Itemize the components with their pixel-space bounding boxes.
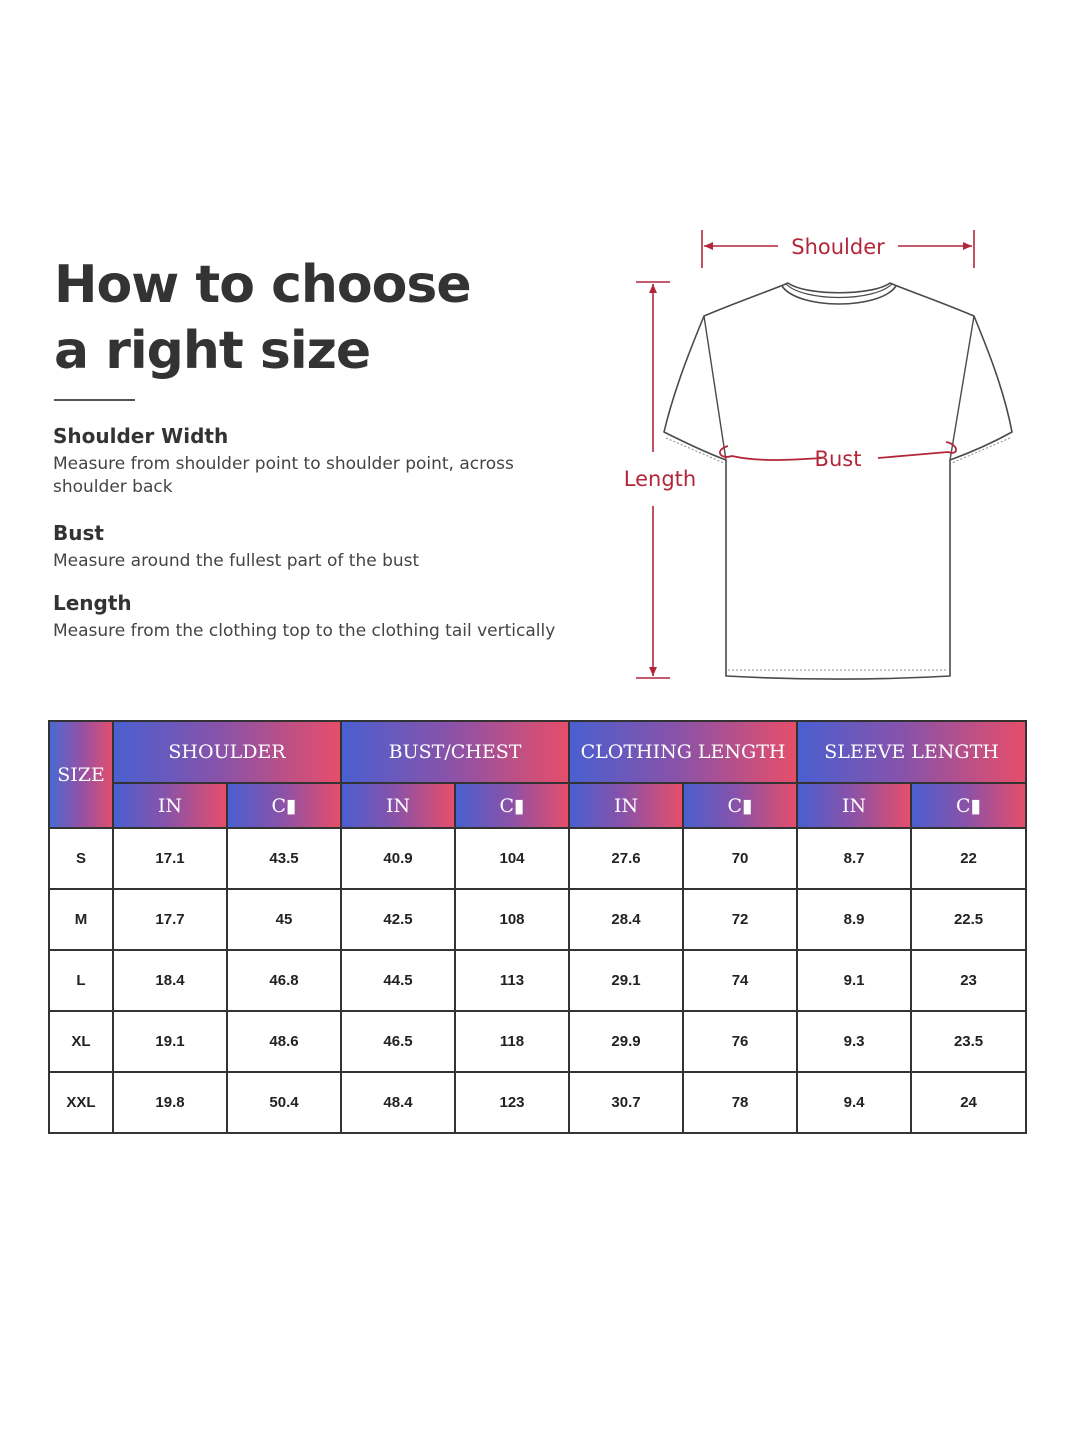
table-cell: 44.5 xyxy=(341,950,455,1011)
table-cell: 123 xyxy=(455,1072,569,1133)
table-cell: 22 xyxy=(911,828,1026,889)
size-cell: XL xyxy=(49,1011,113,1072)
table-cell: 9.1 xyxy=(797,950,911,1011)
shoulder-label: Shoulder xyxy=(791,235,885,259)
table-cell: 30.7 xyxy=(569,1072,683,1133)
table-cell: 8.9 xyxy=(797,889,911,950)
table-cell: 45 xyxy=(227,889,341,950)
table-cell: 28.4 xyxy=(569,889,683,950)
guide-heading: Bust xyxy=(53,521,104,545)
unit-header: C▮ xyxy=(227,783,341,828)
table-cell: 104 xyxy=(455,828,569,889)
unit-header: C▮ xyxy=(683,783,797,828)
guide-text: Measure from the clothing top to the clothing tail vertically xyxy=(53,621,556,641)
table-cell: 46.5 xyxy=(341,1011,455,1072)
guide-bust xyxy=(53,520,573,573)
unit-header: IN xyxy=(569,783,683,828)
table-cell: 40.9 xyxy=(341,828,455,889)
guide-length xyxy=(53,590,573,643)
page-title-line-2: a right size xyxy=(54,321,371,381)
table-cell: 48.4 xyxy=(341,1072,455,1133)
bust-label: Bust xyxy=(814,447,862,471)
table-cell: 74 xyxy=(683,950,797,1011)
table-cell: 50.4 xyxy=(227,1072,341,1133)
table-cell: 24 xyxy=(911,1072,1026,1133)
table-cell: 19.1 xyxy=(113,1011,227,1072)
tshirt-measurement-diagram xyxy=(600,220,1040,700)
table-cell: 19.8 xyxy=(113,1072,227,1133)
table-cell: 43.5 xyxy=(227,828,341,889)
table-cell: 29.9 xyxy=(569,1011,683,1072)
tshirt-outline-icon xyxy=(664,283,1012,679)
table-cell: 76 xyxy=(683,1011,797,1072)
table-cell: 78 xyxy=(683,1072,797,1133)
table-cell: 17.7 xyxy=(113,889,227,950)
page-title xyxy=(54,252,471,384)
table-cell: 46.8 xyxy=(227,950,341,1011)
table-cell: 23.5 xyxy=(911,1011,1026,1072)
size-cell: XXL xyxy=(49,1072,113,1133)
table-cell: 18.4 xyxy=(113,950,227,1011)
shoulder-group-header: SHOULDER xyxy=(113,721,341,783)
size-cell: L xyxy=(49,950,113,1011)
table-cell: 70 xyxy=(683,828,797,889)
table-cell: 108 xyxy=(455,889,569,950)
table-row xyxy=(49,828,1026,889)
size-column-header: SIZE xyxy=(49,721,113,828)
size-cell: M xyxy=(49,889,113,950)
table-unit-header-row xyxy=(49,783,1026,828)
table-cell: 23 xyxy=(911,950,1026,1011)
table-cell: 22.5 xyxy=(911,889,1026,950)
guide-shoulder-width xyxy=(53,423,573,499)
table-cell: 17.1 xyxy=(113,828,227,889)
table-cell: 113 xyxy=(455,950,569,1011)
guide-heading: Length xyxy=(53,591,132,615)
unit-header: IN xyxy=(341,783,455,828)
guide-text: Measure from shoulder point to shoulder point, across shoulder back xyxy=(53,454,514,497)
table-cell: 72 xyxy=(683,889,797,950)
clothing-length-group-header: CLOTHING LENGTH xyxy=(569,721,797,783)
guide-text: Measure around the fullest part of the bust xyxy=(53,551,420,571)
title-divider xyxy=(54,399,135,401)
unit-header: IN xyxy=(113,783,227,828)
table-row xyxy=(49,1072,1026,1133)
size-cell: S xyxy=(49,828,113,889)
unit-header: C▮ xyxy=(911,783,1026,828)
table-cell: 118 xyxy=(455,1011,569,1072)
length-label: Length xyxy=(623,467,697,491)
table-cell: 29.1 xyxy=(569,950,683,1011)
table-cell: 27.6 xyxy=(569,828,683,889)
page-title-line-1: How to choose xyxy=(54,255,471,315)
table-cell: 48.6 xyxy=(227,1011,341,1072)
table-cell: 9.4 xyxy=(797,1072,911,1133)
sleeve-length-group-header: SLEEVE LENGTH xyxy=(797,721,1026,783)
bust-chest-group-header: BUST/CHEST xyxy=(341,721,569,783)
table-row xyxy=(49,1011,1026,1072)
unit-header: IN xyxy=(797,783,911,828)
size-chart-table xyxy=(48,720,1027,1134)
table-row xyxy=(49,889,1026,950)
table-group-header-row xyxy=(49,721,1026,783)
table-cell: 9.3 xyxy=(797,1011,911,1072)
unit-header: C▮ xyxy=(455,783,569,828)
table-row xyxy=(49,950,1026,1011)
guide-heading: Shoulder Width xyxy=(53,424,229,448)
table-cell: 42.5 xyxy=(341,889,455,950)
table-cell: 8.7 xyxy=(797,828,911,889)
